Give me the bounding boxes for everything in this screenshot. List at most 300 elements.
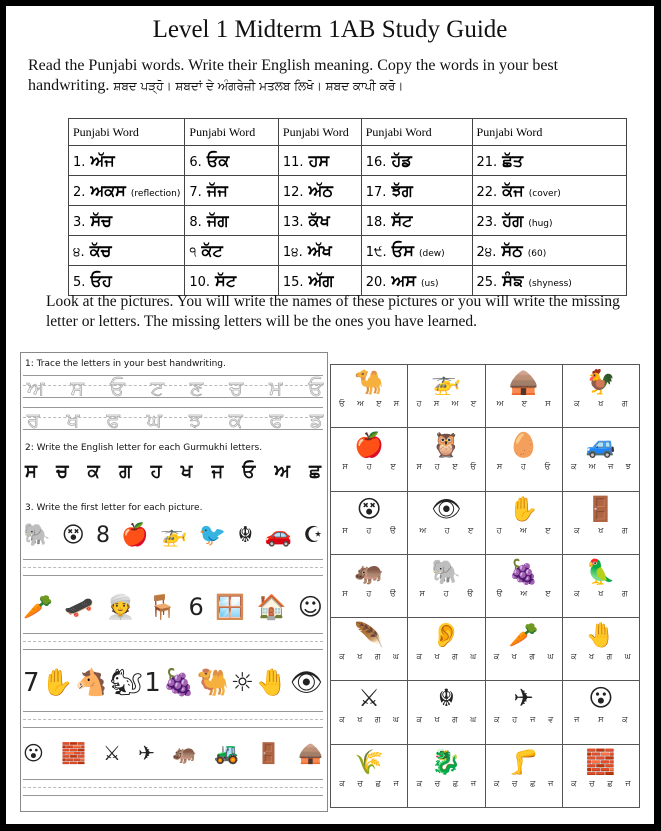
word-table-row xyxy=(69,266,627,296)
picture-grid-cell xyxy=(331,491,408,554)
picture-icon: 😵 xyxy=(61,522,85,548)
letter-options xyxy=(563,779,639,789)
picture-icon: 🦛 xyxy=(354,557,385,586)
letter-options xyxy=(331,462,407,472)
letter-option[interactable]: ਗ xyxy=(606,652,613,662)
trace-row-1 xyxy=(23,373,323,401)
word-meaning: (reflection) xyxy=(130,188,181,199)
letter-option[interactable]: ਹ xyxy=(443,588,449,598)
letter-option[interactable]: ਗ xyxy=(622,588,628,598)
picture-icon: 🪶 xyxy=(354,621,385,650)
picture-icon: 🍎 xyxy=(121,522,149,548)
picture-row-4 xyxy=(23,735,323,771)
word-number: 13. xyxy=(282,214,304,230)
letter-options xyxy=(563,715,639,725)
trace-letter: ਡ xyxy=(309,408,323,432)
gurmukhi-letter: ਗ xyxy=(118,461,132,482)
picture-icon: 🐴 xyxy=(75,668,108,698)
word-meaning: (60) xyxy=(527,248,547,259)
word-table-row xyxy=(69,206,627,236)
letter-options xyxy=(563,589,639,599)
picture-icon: 🤚 xyxy=(585,621,616,650)
picture-icon: ✋ xyxy=(41,668,74,698)
picture-icon: 🐫 xyxy=(196,668,230,698)
trace-letter: ਮ xyxy=(269,376,283,400)
picture-letter-grid xyxy=(330,364,640,808)
letter-option[interactable]: ਸ xyxy=(342,462,348,472)
letter-option[interactable]: ਹ xyxy=(520,462,526,472)
picture-grid-cell xyxy=(562,681,639,744)
word-number: 22. xyxy=(476,184,498,200)
letter-option[interactable]: ੳ xyxy=(390,588,396,598)
punjabi-word: ਕੱਜ xyxy=(502,180,524,200)
trace-letter: ਸ xyxy=(70,376,84,400)
letter-options xyxy=(486,589,562,599)
letter-option[interactable]: ਜ xyxy=(393,778,399,788)
letter-option[interactable]: ਓ xyxy=(339,399,345,408)
picture-grid-cell xyxy=(331,618,408,681)
letter-option[interactable]: ਅ xyxy=(520,588,528,598)
picture-icon: ✈ xyxy=(138,741,155,765)
letter-option[interactable]: ਸ xyxy=(496,462,503,472)
picture-icon: 1 xyxy=(144,668,161,698)
letter-option[interactable]: ਘ xyxy=(547,652,554,662)
picture-icon: 6 xyxy=(188,593,204,621)
letter-option[interactable]: ਸ xyxy=(433,399,440,408)
writing-lines-3[interactable] xyxy=(23,709,323,731)
letter-option[interactable]: ਛ xyxy=(530,778,536,788)
word-meaning: (shyness) xyxy=(528,278,572,289)
letter-option[interactable]: ੳ xyxy=(496,588,503,598)
letter-option[interactable]: ੲ xyxy=(467,525,474,535)
letter-option[interactable]: ਘ xyxy=(470,715,477,725)
picture-icon: 🥕 xyxy=(23,593,53,621)
word-number: 10. xyxy=(189,274,211,290)
punjabi-word: ਜੱਗ xyxy=(206,210,229,230)
letter-option[interactable]: ਖ xyxy=(434,715,440,725)
punjabi-word: ਸੰਙ xyxy=(502,270,524,290)
picture-grid-row xyxy=(331,744,640,807)
picture-icon: 🤚 xyxy=(255,668,289,698)
letter-option[interactable]: ਖ xyxy=(511,652,517,662)
picture-icon: ✈ xyxy=(513,684,534,713)
letter-option[interactable]: ਸ xyxy=(393,399,400,408)
letter-option[interactable]: ੲ xyxy=(376,399,382,408)
letter-option[interactable]: ਛ xyxy=(607,778,613,788)
picture-icon: 🍇 xyxy=(162,668,195,698)
letter-option[interactable]: ਖ xyxy=(357,715,363,725)
picture-icon: 🚪 xyxy=(256,741,281,765)
gurmukhi-letter: ਛ xyxy=(309,461,321,482)
letter-option[interactable]: ਗ xyxy=(529,652,535,662)
gurmukhi-letter: ਅ xyxy=(274,461,290,482)
gurmukhi-letter: ਓ xyxy=(242,461,256,482)
word-meaning: (us) xyxy=(421,278,439,289)
picture-grid-cell xyxy=(562,554,639,617)
letter-option[interactable]: ਹ xyxy=(496,525,502,535)
word-meaning: (dew) xyxy=(418,248,445,259)
letter-option[interactable]: ਘ xyxy=(470,652,477,662)
letter-options xyxy=(331,589,407,599)
punjabi-word: ਝੱਗ xyxy=(391,180,413,200)
letter-option[interactable]: ਕ xyxy=(339,778,345,788)
word-number: 1. xyxy=(73,154,86,170)
letter-option[interactable]: ਕ xyxy=(339,652,345,662)
letter-option[interactable]: ਕ xyxy=(570,462,577,472)
picture-icon: 🐦 xyxy=(198,522,227,548)
picture-icon: 🚜 xyxy=(214,741,239,765)
picture-icon: 😮 xyxy=(588,684,614,713)
picture-grid-cell xyxy=(485,744,562,807)
trace-letters-1 xyxy=(27,376,323,400)
letter-options xyxy=(331,779,407,789)
trace-letter: ਓ xyxy=(308,376,323,400)
picture-grid-cell xyxy=(408,365,485,428)
letter-options xyxy=(408,779,484,789)
letter-option[interactable]: ਘ xyxy=(624,652,631,662)
picture-instructions: Look at the pictures. You will write the names of these pictures or you will write the missing letter or letters. The missing letters will be the ones you have learned. xyxy=(46,293,620,330)
picture-icon: ⚔ xyxy=(358,684,380,713)
word-number: 21. xyxy=(476,154,498,170)
picture-icon: 👁 xyxy=(289,668,323,698)
letter-option[interactable]: ੲ xyxy=(521,399,528,408)
picture-icon: 😵 xyxy=(356,494,382,523)
letter-options xyxy=(486,399,562,409)
picture-icon: 🛹 xyxy=(64,593,95,621)
picture-icon: 🦜 xyxy=(585,557,616,586)
letter-options xyxy=(486,462,562,472)
picture-icon: ☼ xyxy=(230,668,255,698)
picture-grid-row xyxy=(331,681,640,744)
punjabi-word: ਛੱਤ xyxy=(502,150,524,170)
punjabi-word: ਕੱਟ xyxy=(201,240,223,260)
letter-option[interactable]: ਝ xyxy=(625,462,631,472)
letter-options xyxy=(331,526,407,536)
picture-icon: 🚙 xyxy=(585,431,616,460)
letter-options xyxy=(331,652,407,662)
picture-icon: 🌾 xyxy=(354,747,385,776)
letter-option[interactable]: ਕ xyxy=(622,715,628,725)
letter-option[interactable]: ਕ xyxy=(493,778,500,788)
letter-option[interactable]: ਚ xyxy=(589,778,595,788)
letter-option[interactable]: ਅ xyxy=(419,525,427,535)
letter-option[interactable]: ਖ xyxy=(598,399,604,408)
letter-option[interactable]: ਗ xyxy=(374,652,381,662)
word-cell xyxy=(472,146,626,176)
picture-icon: ⚔ xyxy=(103,741,121,765)
word-number: 15. xyxy=(282,274,304,290)
letter-option[interactable]: ਜ xyxy=(548,778,554,788)
letter-option[interactable]: ਹ xyxy=(444,525,450,535)
letter-option[interactable]: ਹ xyxy=(366,462,372,472)
letter-option[interactable]: ਖ xyxy=(598,588,604,598)
letter-option[interactable]: ਜ xyxy=(625,778,631,788)
word-cell xyxy=(278,236,361,266)
picture-icon: 🧱 xyxy=(60,741,86,765)
letter-option[interactable]: ੳ xyxy=(390,525,396,535)
word-number: 6. xyxy=(189,154,202,170)
picture-icon: 🧱 xyxy=(585,747,616,776)
word-number: 12. xyxy=(282,184,304,200)
picture-icon: 🚁 xyxy=(431,368,462,396)
letter-option[interactable]: ਕ xyxy=(493,652,500,662)
writing-lines-4[interactable] xyxy=(23,777,323,799)
gurmukhi-letter: ਕ xyxy=(87,461,100,482)
picture-icon: 🛖 xyxy=(298,741,323,765)
letter-option[interactable]: ੲ xyxy=(390,462,396,472)
punjabi-word: ਸੱਠ xyxy=(501,240,523,260)
picture-icon: 🍎 xyxy=(354,431,385,460)
picture-icon: 👂 xyxy=(431,621,462,650)
picture-icon: 🚗 xyxy=(264,522,292,548)
word-cell xyxy=(361,206,472,236)
letter-option[interactable]: ਹ xyxy=(416,399,422,408)
picture-grid-cell xyxy=(331,681,408,744)
letter-option[interactable]: ਚ xyxy=(357,778,363,788)
word-meaning: (hug) xyxy=(528,218,553,229)
letter-options xyxy=(563,462,639,472)
gurmukhi-letter: ਜ xyxy=(211,461,224,482)
writing-lines-1[interactable] xyxy=(23,557,323,579)
word-cell xyxy=(69,176,185,206)
letter-options xyxy=(563,526,639,536)
letter-options xyxy=(331,399,407,409)
punjabi-word: ਹਸ xyxy=(308,150,330,170)
picture-grid-cell xyxy=(331,365,408,428)
word-cell xyxy=(185,266,279,296)
letter-option[interactable]: ਛ xyxy=(452,778,459,788)
punjabi-word: ਸੱਚ xyxy=(90,210,112,230)
letter-option[interactable]: ਘ xyxy=(392,652,399,662)
instructions-english: Read the Punjabi words. Write their English meaning. Copy the words in your best handwriting. xyxy=(28,57,559,94)
word-cell xyxy=(361,266,472,296)
word-number: 2. xyxy=(73,184,86,200)
picture-grid-cell xyxy=(485,428,562,491)
picture-icon: ☬ xyxy=(237,522,254,548)
word-cell xyxy=(361,176,472,206)
trace-letters-2 xyxy=(27,408,323,432)
letter-options xyxy=(486,779,562,789)
picture-icon: 🐉 xyxy=(431,747,462,776)
letter-option[interactable]: ਕ xyxy=(571,652,577,662)
letter-option[interactable]: ਕ xyxy=(416,715,422,725)
picture-grid-cell xyxy=(408,428,485,491)
letter-option[interactable]: ਹ xyxy=(512,715,518,725)
letter-option[interactable]: ਖ xyxy=(434,652,440,662)
word-cell xyxy=(278,206,361,236)
letter-option[interactable]: ਸ xyxy=(598,715,604,725)
letter-options xyxy=(486,715,562,725)
letter-option[interactable]: ਸ xyxy=(342,525,348,535)
picture-grid-cell xyxy=(408,618,485,681)
letter-option[interactable]: ਓ xyxy=(470,462,477,472)
letter-option[interactable]: ਜ xyxy=(470,778,477,788)
picture-grid-cell xyxy=(408,744,485,807)
trace-letter: ਕ xyxy=(228,408,243,432)
letter-options xyxy=(408,589,484,599)
letter-option[interactable]: ਚ xyxy=(434,778,441,788)
letter-option[interactable]: ਗ xyxy=(374,715,381,725)
picture-icon: 🚪 xyxy=(585,494,616,523)
writing-lines-2[interactable] xyxy=(23,631,323,653)
trace-row-2 xyxy=(23,405,323,433)
picture-grid-cell xyxy=(485,618,562,681)
picture-icon: ☺ xyxy=(297,593,323,621)
picture-icon: 🐘 xyxy=(23,522,51,548)
letter-option[interactable]: ੲ xyxy=(452,462,458,472)
word-number: 18. xyxy=(365,214,387,230)
word-table-header: Punjabi Word xyxy=(69,119,185,146)
trace-letter: ਚ xyxy=(229,376,243,400)
letter-options xyxy=(408,526,484,536)
letter-option[interactable]: ਕ xyxy=(574,525,580,535)
trace-letter: ਟ xyxy=(150,376,164,400)
letter-option[interactable]: ਕ xyxy=(574,399,580,408)
picture-icon: 🛖 xyxy=(508,368,539,396)
picture-icon: 🦛 xyxy=(171,741,197,765)
word-cell xyxy=(472,236,626,266)
letter-option[interactable]: ਓ xyxy=(544,462,551,472)
trace-letter: ਫ xyxy=(106,408,120,432)
punjabi-word: ਕੱਖ xyxy=(308,210,330,230)
letter-option[interactable]: ਜ xyxy=(608,462,614,472)
page-title: Level 1 Midterm 1AB Study Guide xyxy=(152,16,508,43)
letter-option[interactable]: ਚ xyxy=(512,778,518,788)
word-cell xyxy=(69,266,185,296)
gurmukhi-instruction: 2: Write the English letter for each Gurmukhi letters. xyxy=(25,443,263,453)
word-number: 5. xyxy=(73,274,86,290)
picture-icon: 8 xyxy=(96,522,110,548)
letter-option[interactable]: ਅ xyxy=(357,399,364,408)
trace-letter: ਘ xyxy=(146,408,162,432)
picture-grid-cell xyxy=(331,428,408,491)
picture-grid-cell xyxy=(331,744,408,807)
instructions-punjabi: ਸ਼ਬਦ ਪੜ੍ਹੋ। ਸ਼ਬਦਾਂ ਦੇ ਅੰਗਰੇਜ਼ੀ ਮਤਲਬ ਲਿਖੋ। ਸ਼ਬਦ ਕਾਪੀ ਕਰੋ। xyxy=(113,79,404,93)
letter-option[interactable]: ਹ xyxy=(366,525,372,535)
letter-option[interactable]: ਜ xyxy=(574,715,580,725)
word-cell xyxy=(472,206,626,236)
picture-row-3 xyxy=(23,661,323,705)
reading-instructions xyxy=(28,56,638,96)
punjabi-word: ਅੱਠ xyxy=(308,180,333,200)
picture-grid-cell xyxy=(485,554,562,617)
letter-option[interactable]: ਕ xyxy=(339,715,345,725)
letter-option[interactable]: ੲ xyxy=(545,588,551,598)
picture-grid-cell xyxy=(562,365,639,428)
letter-option[interactable]: ਕ xyxy=(574,588,580,598)
word-cell xyxy=(69,146,185,176)
letter-option[interactable]: ਸ xyxy=(416,462,422,472)
word-table-header: Punjabi Word xyxy=(361,119,472,146)
word-cell xyxy=(185,236,279,266)
picture-icon: ☬ xyxy=(437,684,455,713)
letter-option[interactable]: ਸ xyxy=(419,588,425,598)
word-number: 17. xyxy=(365,184,387,200)
picture-icon: 🪟 xyxy=(215,593,246,621)
punjabi-word: ਸੱਟ xyxy=(215,270,237,290)
letter-option[interactable]: ਖ xyxy=(357,652,363,662)
word-number: 1੪. xyxy=(282,244,303,260)
trace-letter: ਰ xyxy=(27,408,40,432)
picture-grid-cell xyxy=(562,491,639,554)
picture-icon: ✋ xyxy=(508,494,539,523)
letter-option[interactable]: ਕ xyxy=(493,715,500,725)
study-guide-page xyxy=(6,6,654,824)
letter-option[interactable]: ਗ xyxy=(622,399,628,408)
letter-options xyxy=(563,652,639,662)
letter-option[interactable]: ਕ xyxy=(571,778,577,788)
word-table-row xyxy=(69,176,627,206)
letter-option[interactable]: ਹ xyxy=(366,588,372,598)
letter-option[interactable]: ਘ xyxy=(392,715,399,725)
picture-grid-cell xyxy=(485,681,562,744)
picture-grid-row xyxy=(331,365,640,428)
word-cell xyxy=(185,176,279,206)
letter-option[interactable]: ਗ xyxy=(452,715,458,725)
letter-option[interactable]: ੲ xyxy=(545,525,551,535)
letter-options xyxy=(563,399,639,409)
word-cell xyxy=(278,146,361,176)
trace-letter: ਣ xyxy=(190,376,204,400)
letter-option[interactable]: ਗ xyxy=(452,652,458,662)
picture-grid-cell xyxy=(485,491,562,554)
gurmukhi-letters-row xyxy=(25,461,321,482)
letter-option[interactable]: ੳ xyxy=(467,588,474,598)
picture-icon: 🍇 xyxy=(508,557,539,586)
word-cell xyxy=(361,236,472,266)
letter-option[interactable]: ਅ xyxy=(451,399,459,408)
letter-option[interactable]: ਵ xyxy=(548,715,554,725)
word-cell xyxy=(278,266,361,296)
letter-option[interactable]: ਛ xyxy=(375,778,381,788)
picture-icon: 🪑 xyxy=(147,593,177,621)
word-number: 16. xyxy=(365,154,387,170)
letter-option[interactable]: ਅ xyxy=(588,462,596,472)
letter-option[interactable]: ਗ xyxy=(622,525,628,535)
word-cell xyxy=(185,146,279,176)
gurmukhi-letter: ਚ xyxy=(56,461,69,482)
word-number: 2੪. xyxy=(476,244,497,260)
word-table-header: Punjabi Word xyxy=(185,119,279,146)
letter-option[interactable]: ਖ xyxy=(589,652,595,662)
letter-option[interactable]: ਹ xyxy=(434,462,440,472)
word-cell xyxy=(278,176,361,206)
punjabi-word: ਅਸ xyxy=(391,270,416,290)
picture-icon: 👁 xyxy=(431,494,462,523)
gurmukhi-letter: ਸ xyxy=(25,461,37,482)
picture-grid-row xyxy=(331,491,640,554)
punjabi-word: ਅੱਖ xyxy=(307,240,332,260)
picture-icon: 🚁 xyxy=(160,522,188,548)
letter-options xyxy=(408,715,484,725)
letter-option[interactable]: ੲ xyxy=(470,399,477,408)
word-number: 3. xyxy=(73,214,86,230)
letter-option[interactable]: ਕ xyxy=(416,778,423,788)
word-number: 20. xyxy=(365,274,387,290)
letter-option[interactable]: ਖ xyxy=(598,525,604,535)
letter-option[interactable]: ਸ xyxy=(342,588,348,598)
picture-grid-row xyxy=(331,554,640,617)
picture-icon: 🏠 xyxy=(256,593,287,621)
letter-option[interactable]: ਅ xyxy=(519,525,527,535)
letter-option[interactable]: ਅ xyxy=(496,399,504,408)
handwriting-practice-panel xyxy=(20,352,328,812)
letter-option[interactable]: ਸ xyxy=(545,399,551,408)
letter-options xyxy=(486,652,562,662)
letter-option[interactable]: ਕ xyxy=(416,652,422,662)
letter-option[interactable]: ਜ xyxy=(530,715,536,725)
word-table-row xyxy=(69,236,627,266)
